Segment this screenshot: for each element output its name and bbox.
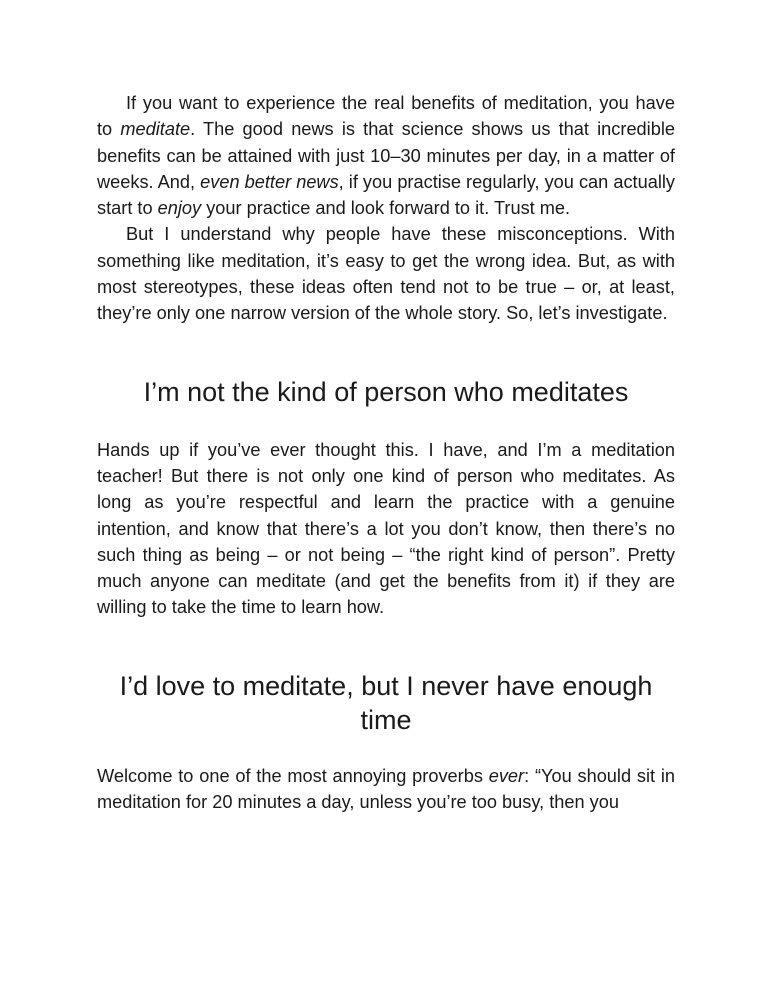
section-heading-enough-time: I’d love to meditate, but I never have enough time xyxy=(119,670,653,735)
paragraph-proverb: Welcome to one of the most annoying proverbs ever: “You should sit in meditation for 20 minutes a day, unless you’re too busy, then you xyxy=(97,765,675,813)
document-page xyxy=(97,90,675,815)
emphasis-enjoy: enjoy xyxy=(157,198,202,219)
paragraph-misconceptions: But I understand why people have these misconceptions. With something like meditation, it’s easy to get the wrong idea. But, as with most stereotypes, these ideas often tend not to be true – or, at least, they’re only one narrow version of the whole story. So, let’s investigate. xyxy=(97,224,675,324)
emphasis-ever: ever xyxy=(488,765,525,786)
paragraph-benefits: If you want to experience the real benefits of meditation, you have to meditate. The good news is that science shows us that incredible benefits can be attained with just 10–30 minutes per day, in a matter of weeks. And, even better news, if you practise regularly, you can actually start to enjoy your practice and look forward to it. Trust me. xyxy=(97,93,676,219)
emphasis-meditate: meditate xyxy=(120,119,191,140)
section-heading-not-the-kind: I’m not the kind of person who meditates xyxy=(143,376,629,407)
paragraph-hands-up: Hands up if you’ve ever thought this. I have, and I’m a meditation teacher! But there is not only one kind of person who meditates. As long as you’re respectful and learn the practice with a genuine intention, and know that there’s a lot you don’t know, then there’s no such thing as being – or not being – “the right kind of person”. Pretty much anyone can meditate (and get the benefits from it) if they are willing to take the time to learn how. xyxy=(97,439,675,618)
emphasis-better-news: even better news xyxy=(200,171,339,192)
